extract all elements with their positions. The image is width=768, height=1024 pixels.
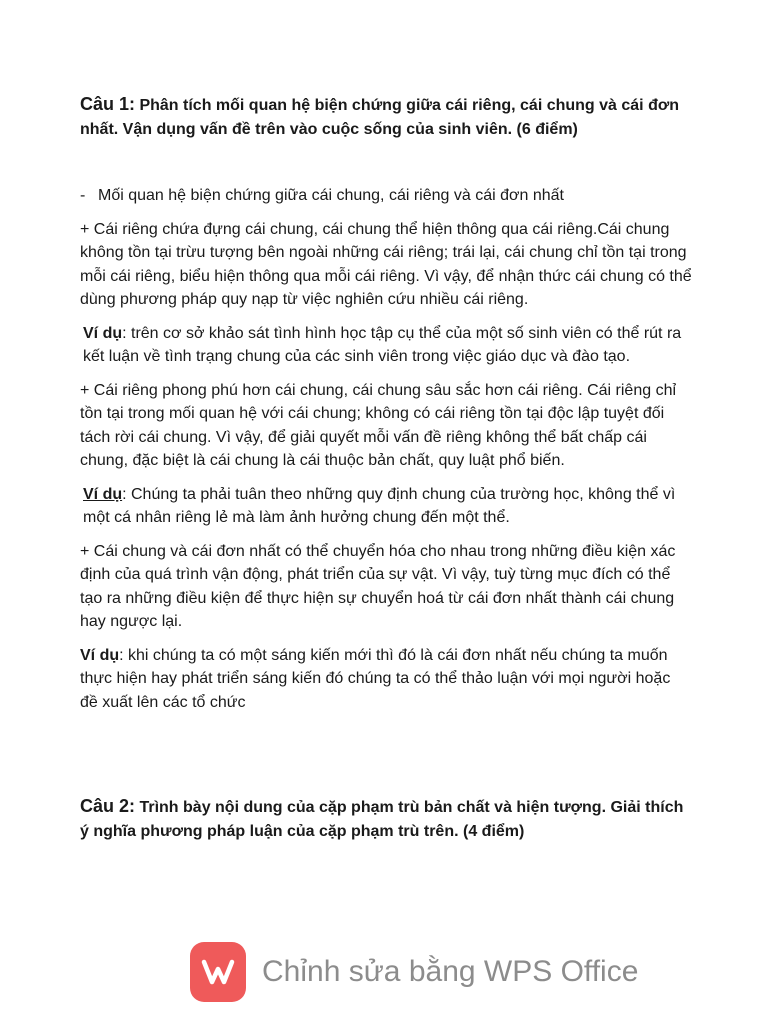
- wps-logo-icon: [190, 942, 246, 1002]
- question-1: [80, 92, 692, 142]
- example-1: [80, 322, 692, 369]
- example-2: [80, 483, 692, 530]
- example-3: [80, 644, 692, 715]
- question-1-label: Câu 1:: [80, 94, 136, 114]
- example-1-label: Ví dụ: [83, 324, 123, 342]
- document-page: [80, 92, 692, 844]
- list-dash: -: [80, 187, 86, 204]
- example-2-label: Ví dụ: [83, 485, 123, 503]
- example-2-text: : Chúng ta phải tuân theo những quy định chung của trường học, không thể vì một cá nhân riêng lẻ mà làm ảnh hưởng chung đến một thể.: [83, 485, 676, 526]
- question-2: [80, 794, 692, 844]
- paragraph-2: + Cái riêng phong phú hơn cái chung, cái chung sâu sắc hơn cái riêng. Cái riêng chỉ tồn tại trong mối quan hệ với cái chung; không có cái riêng tồn tại độc lập tuyệt đối tách rời cái chung. Vì vậy, để giải quyết mỗi vấn đề riêng không thể bất chấp cái chung, đặc biệt là cái chung là cái thuộc bản chất, quy luật phổ biến.: [80, 381, 677, 469]
- question-2-label: Câu 2:: [80, 796, 136, 816]
- example-3-label: Ví dụ: [80, 646, 120, 664]
- wps-watermark: [190, 942, 638, 1002]
- paragraph-3: + Cái chung và cái đơn nhất có thể chuyển hóa cho nhau trong những điều kiện xác định của quá trình vận động, phát triển của sự vật. Vì vậy, tuỳ từng mục đích có thể tạo ra những điều kiện để thực hiện sự chuyển hoá từ cái đơn nhất thành cái chung hay ngược lại.: [80, 542, 676, 630]
- example-3-text: : khi chúng ta có một sáng kiến mới thì đó là cái đơn nhất nếu chúng ta muốn thực hiện hay phát triển sáng kiến đó chúng ta có thể thảo luận với mọi người hoặc đề xuất lên các tổ chức: [80, 646, 671, 711]
- question-1-text: Phân tích mối quan hệ biện chứng giữa cái riêng, cái chung và cái đơn nhất. Vận dụng vấn đề trên vào cuộc sống của sinh viên. (6 điểm): [80, 97, 679, 138]
- paragraph-relation-heading: [80, 184, 692, 208]
- watermark-text: Chỉnh sửa bằng WPS Office: [262, 955, 639, 988]
- example-1-text: : trên cơ sở khảo sát tình hình học tập cụ thể của một số sinh viên có thể rút ra kết luận về tình trạng chung của các sinh viên trong việc giáo dục và đào tạo.: [83, 324, 682, 365]
- question-2-text: Trình bày nội dung của cặp phạm trù bản chất và hiện tượng. Giải thích ý nghĩa phương pháp luận của cặp phạm trù trên. (4 điểm): [80, 799, 684, 840]
- relation-heading-text: Mối quan hệ biện chứng giữa cái chung, cái riêng và cái đơn nhất: [98, 187, 564, 204]
- paragraph-1: + Cái riêng chứa đựng cái chung, cái chung thể hiện thông qua cái riêng.Cái chung không tồn tại trừu tượng bên ngoài những cái riêng; trái lại, cái chung chỉ tồn tại trong mỗi cái riêng, biểu hiện thông qua mỗi cái riêng. Vì vậy, để nhận thức cái chung có thể dùng phương pháp quy nạp từ việc nghiên cứu nhiều cái riêng.: [80, 220, 692, 308]
